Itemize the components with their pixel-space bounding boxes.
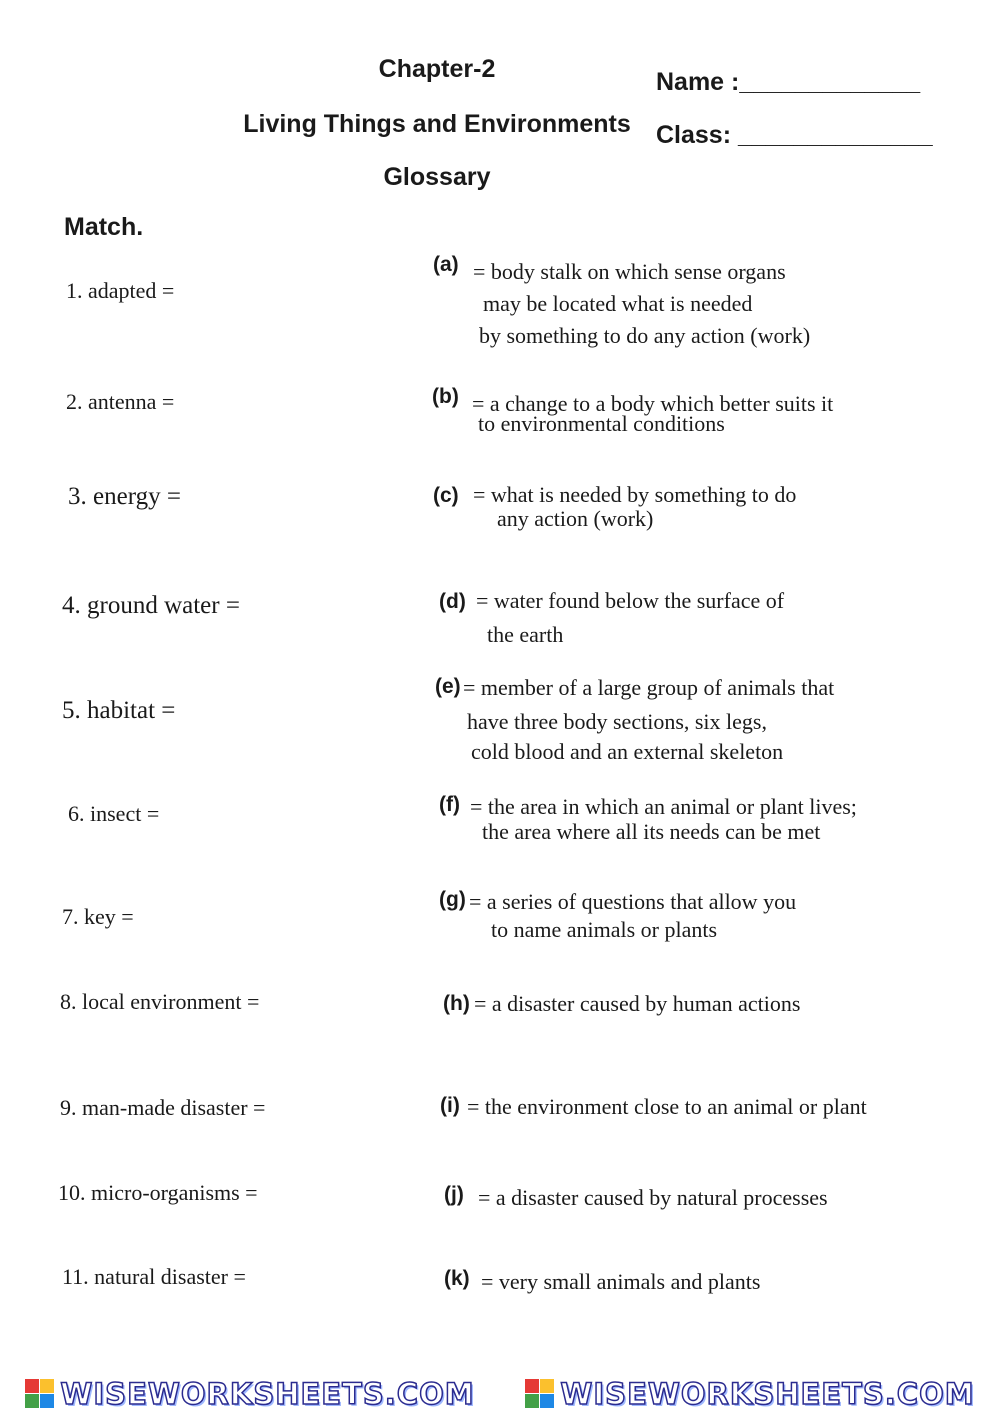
- definition-letter: (e): [435, 675, 461, 698]
- watermark-text: WISEWORKSHEETS.COM: [560, 1376, 975, 1411]
- chapter-heading: Chapter-2: [378, 55, 496, 83]
- definition-line: = very small animals and plants: [481, 1269, 761, 1294]
- definition-line: = a disaster caused by human actions: [474, 991, 801, 1016]
- definition-line: = member of a large group of animals that: [463, 675, 835, 700]
- definition-line: by something to do any action (work): [479, 323, 811, 348]
- class-field-label: Class: ______________: [656, 121, 933, 149]
- definition-line: = a change to a body which better suits it: [472, 391, 834, 416]
- term-item: 8. local environment =: [60, 989, 260, 1014]
- wiseworksheets-logo-icon: [25, 1379, 54, 1408]
- definition-line: may be located what is needed: [483, 291, 753, 316]
- watermark-footer: [0, 1374, 1000, 1413]
- logo-tile: [25, 1379, 39, 1393]
- term-item: 2. antenna =: [66, 389, 175, 414]
- definition-line: = the environment close to an animal or plant: [467, 1094, 867, 1119]
- logo-tile: [540, 1379, 554, 1393]
- definition-line: to environmental conditions: [478, 411, 725, 436]
- term-item: 3. energy =: [68, 483, 181, 510]
- name-field-label: Name :_____________: [656, 68, 921, 96]
- logo-tile: [540, 1394, 554, 1408]
- term-item: 10. micro-organisms =: [58, 1180, 258, 1205]
- definition-letter: (j): [444, 1183, 464, 1206]
- term-item: 6. insect =: [68, 801, 160, 826]
- page-title: Living Things and Environments: [243, 110, 631, 138]
- logo-tile: [40, 1379, 54, 1393]
- definition-line: cold blood and an external skeleton: [471, 739, 784, 764]
- watermark-right: [500, 1377, 1000, 1411]
- watermark-text: WISEWORKSHEETS.COM: [60, 1376, 475, 1411]
- definition-line: = body stalk on which sense organs: [473, 259, 786, 284]
- definition-letter: (h): [443, 992, 470, 1015]
- definition-line: = the area in which an animal or plant lives;: [470, 794, 857, 819]
- definition-letter: (d): [439, 590, 466, 613]
- definition-letter: (i): [440, 1094, 460, 1117]
- page-subtitle: Glossary: [383, 163, 491, 191]
- definition-line: any action (work): [497, 506, 654, 531]
- definition-letter: (c): [433, 484, 459, 507]
- definition-line: the area where all its needs can be met: [482, 819, 821, 844]
- logo-tile: [25, 1394, 39, 1408]
- definition-line: the earth: [487, 622, 564, 647]
- term-item: 11. natural disaster =: [62, 1264, 246, 1289]
- instruction-text: Match.: [64, 213, 144, 241]
- term-item: 5. habitat =: [62, 697, 176, 724]
- definition-letter: (f): [439, 793, 460, 816]
- definition-line: = a disaster caused by natural processes: [478, 1185, 828, 1210]
- definition-line: = water found below the surface of: [476, 588, 785, 613]
- logo-tile: [525, 1394, 539, 1408]
- definition-line: to name animals or plants: [491, 917, 718, 942]
- term-item: 1. adapted =: [66, 278, 175, 303]
- term-item: 9. man-made disaster =: [60, 1095, 266, 1120]
- definition-letter: (a): [433, 253, 459, 276]
- definition-letter: (g): [439, 888, 466, 911]
- definition-letter: (k): [444, 1267, 470, 1290]
- term-item: 7. key =: [62, 904, 134, 929]
- watermark-left: [0, 1377, 500, 1411]
- logo-tile: [525, 1379, 539, 1393]
- definition-line: have three body sections, six legs,: [467, 709, 767, 734]
- wiseworksheets-logo-icon: [525, 1379, 554, 1408]
- definition-line: = a series of questions that allow you: [469, 889, 797, 914]
- definition-line: = what is needed by something to do: [473, 482, 797, 507]
- definition-letter: (b): [432, 385, 459, 408]
- term-item: 4. ground water =: [62, 592, 240, 619]
- logo-tile: [40, 1394, 54, 1408]
